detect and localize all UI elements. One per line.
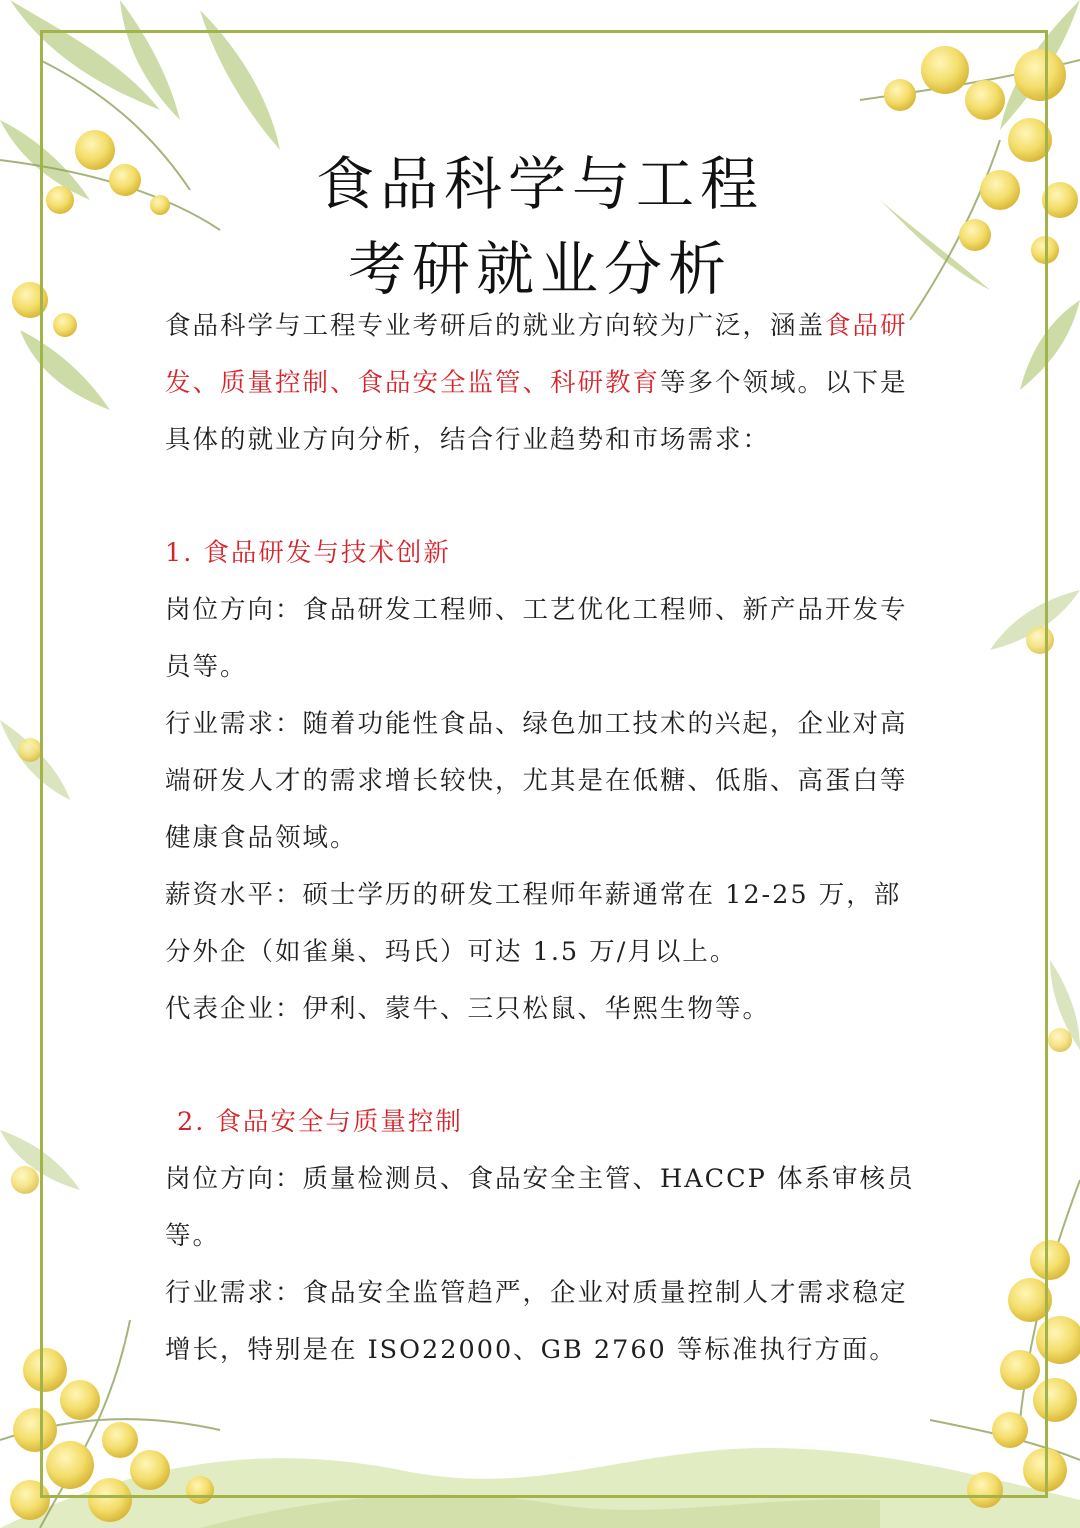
intro-paragraph <box>165 298 920 469</box>
intro-text-part2: 等多个领域。以下是具体的就业方向分析，结合行业趋势和市场需求： <box>165 368 908 455</box>
section-item: 行业需求：食品安全监管趋严，企业对质量控制人才需求稳定增长，特别是在 ISO22000、GB 2760 等标准执行方面。 <box>165 1278 908 1365</box>
section-item: 岗位方向：食品研发工程师、工艺优化工程师、新产品开发专员等。 <box>165 595 908 682</box>
section-heading-rd: 1. 食品研发与技术创新 <box>165 538 451 568</box>
intro-highlight: 食品研发、质量控制、食品安全监管、科研教育 <box>165 311 908 398</box>
section-item: 行业需求：随着功能性食品、绿色加工技术的兴起，企业对高端研发人才的需求增长较快，尤其是在低糖、低脂、高蛋白等健康食品领域。 <box>165 709 908 853</box>
page-title-line2: 考研就业分析 <box>347 235 732 303</box>
article-body <box>165 298 920 1379</box>
section-heading-quality: 2. 食品安全与质量控制 <box>177 1107 463 1137</box>
section-item: 岗位方向：质量检测员、食品安全主管、HACCP 体系审核员等。 <box>165 1164 915 1251</box>
intro-text-part1: 食品科学与工程专业考研后的就业方向较为广泛，涵盖 <box>165 311 826 341</box>
section-item: 薪资水平：硕士学历的研发工程师年薪通常在 12-25 万，部分外企（如雀巢、玛氏）可达 1.5 万/月以上。 <box>165 880 902 967</box>
page-title-line1: 食品科学与工程 <box>315 150 764 218</box>
section-item: 代表企业：伊利、蒙牛、三只松鼠、华熙生物等。 <box>165 994 771 1024</box>
